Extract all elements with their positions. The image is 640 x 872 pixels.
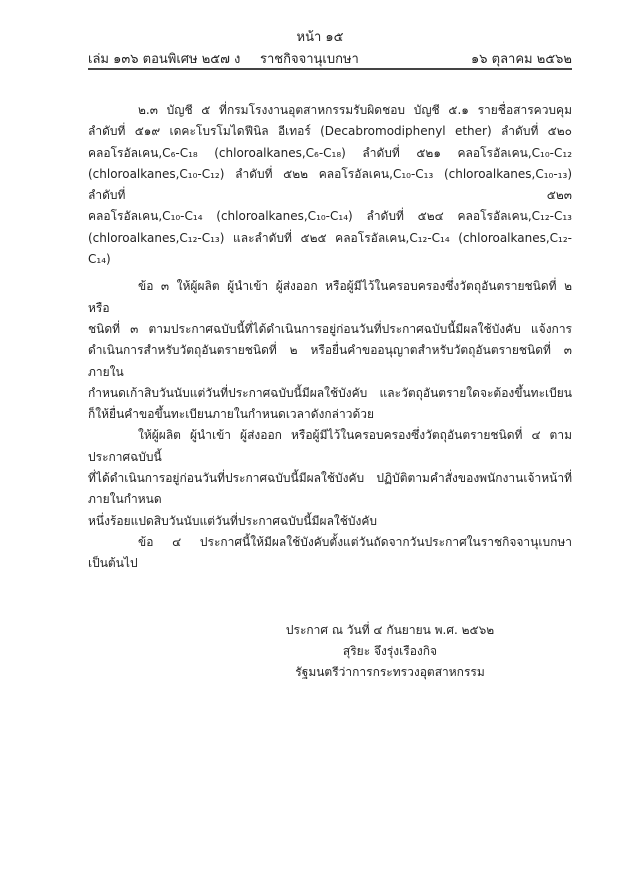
signer-name: สุริยะ จึงรุ่งเรืองกิจ xyxy=(342,643,438,658)
publication-date: ๑๖ ตุลาคม ๒๕๖๒ xyxy=(471,52,572,67)
document-body xyxy=(88,100,572,683)
text-line: หนึ่งร้อยแปดสิบวันนับแต่วันที่ประกาศฉบับนี้มีผลใช้บังคับ xyxy=(88,513,378,528)
text-line: คลอโรอัลเคน,C₁₀-C₁₄ (chloroalkanes,C₁₀-C₁₄) ลำดับที่ ๕๒๔ คลอโรอัลเคน,C₁₂-C₁₃ xyxy=(88,209,572,224)
paragraph-clause-3 xyxy=(88,276,572,425)
text-line: ข้อ ๓ ให้ผู้ผลิต ผู้นำเข้า ผู้ส่งออก หรือผู้มีไว้ในครอบครองซึ่งวัตถุอันตรายชนิดที่ ๒ หรือ xyxy=(88,279,572,315)
text-line: (chloroalkanes,C₁₀-C₁₂) ลำดับที่ ๕๒๒ คลอโรอัลเคน,C₁₀-C₁₃ (chloroalkanes,C₁₀-₁₃) ลำดับที่ ๕๒๓ xyxy=(88,166,572,203)
announcement-date: ประกาศ ณ วันที่ ๔ กันยายน พ.ศ. ๒๕๖๒ xyxy=(285,622,495,637)
signature-block xyxy=(88,620,572,683)
gazette-title: ราชกิจจานุเบกษา xyxy=(260,52,359,67)
text-line: ลำดับที่ ๕๑๙ เดคะโบรโมไดฟีนิล อีเทอร์ (Decabromodiphenyl ether) ลำดับที่ ๕๒๐ xyxy=(88,124,572,139)
text-line: ก็ให้ยื่นคำขอขึ้นทะเบียนภายในกำหนดเวลาดังกล่าวด้วย xyxy=(88,407,375,422)
header-rule xyxy=(88,68,572,70)
text-line: ข้อ ๔ ประกาศนี้ให้มีผลใช้บังคับตั้งแต่วันถัดจากวันประกาศในราชกิจจานุเบกษาเป็นต้นไป xyxy=(88,534,572,571)
text-line: กำหนดเก้าสิบวันนับแต่วันที่ประกาศฉบับนี้มีผลใช้บังคับ และวัตถุอันตรายใดจะต้องขึ้นทะเบียน xyxy=(88,385,572,400)
paragraph-type-4 xyxy=(88,425,572,531)
paragraph-2-3 xyxy=(88,100,572,270)
volume-issue: เล่ม ๑๓๖ ตอนพิเศษ ๒๕๗ ง xyxy=(88,52,241,67)
text-line: (chloroalkanes,C₁₂-C₁₃) และลำดับที่ ๕๒๕ คลอโรอัลเคน,C₁₂-C₁₄ (chloroalkanes,C₁₂-C₁₄) xyxy=(88,230,572,267)
text-line: คลอโรอัลเคน,C₆-C₁₈ (chloroalkanes,C₆-C₁₈) ลำดับที่ ๕๒๑ คลอโรอัลเคน,C₁₀-C₁₂ xyxy=(88,145,572,160)
text-line: ชนิดที่ ๓ ตามประกาศฉบับนี้ที่ได้ดำเนินการอยู่ก่อนวันที่ประกาศฉบับนี้มีผลใช้บังคับ แจ้งการ xyxy=(88,321,572,336)
signer-position: รัฐมนตรีว่าการกระทรวงอุตสาหกรรม xyxy=(295,664,485,679)
page-number: หน้า ๑๕ xyxy=(296,30,344,45)
text-line: ๒.๓ บัญชี ๕ ที่กรมโรงงานอุตสาหกรรมรับผิดชอบ บัญชี ๕.๑ รายชื่อสารควบคุม xyxy=(138,103,572,117)
text-line: ที่ได้ดำเนินการอยู่ก่อนวันที่ประกาศฉบับนี้มีผลใช้บังคับ ปฏิบัติตามคำสั่งของพนักงานเจ้าหน้าที่ภายในกำหนด xyxy=(88,471,572,507)
gazette-header xyxy=(88,48,572,66)
text-line: ดำเนินการสำหรับวัตถุอันตรายชนิดที่ ๒ หรือยื่นคำขออนุญาตสำหรับวัตถุอันตรายชนิดที่ ๓ ภายใน xyxy=(88,343,572,379)
paragraph-clause-4 xyxy=(88,532,572,575)
text-line: ให้ผู้ผลิต ผู้นำเข้า ผู้ส่งออก หรือผู้มีไว้ในครอบครองซึ่งวัตถุอันตรายชนิดที่ ๔ ตามประกาศฉบับนี้ xyxy=(88,428,572,464)
